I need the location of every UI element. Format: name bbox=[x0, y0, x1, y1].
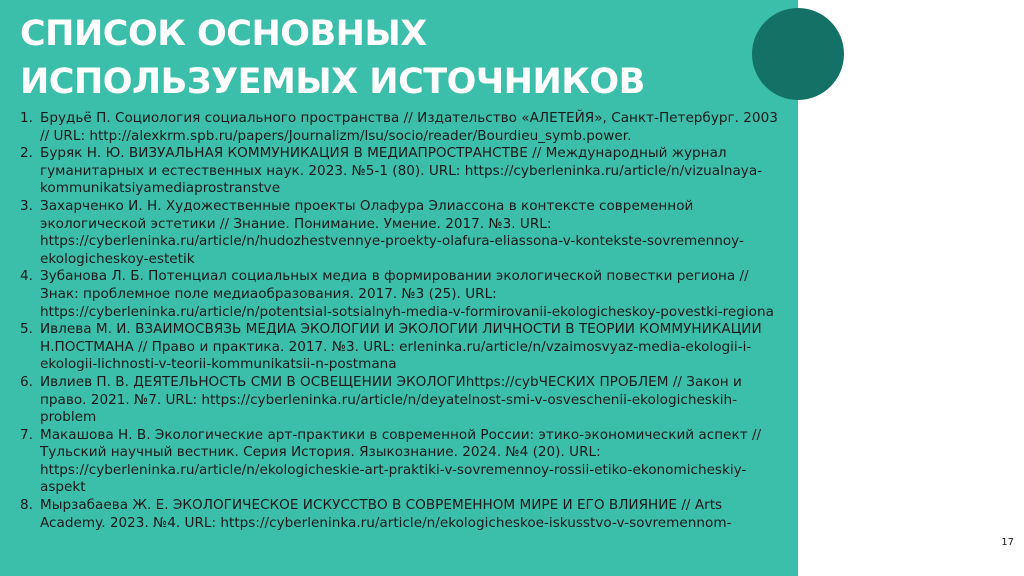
title-line-1: СПИСОК ОСНОВНЫХ bbox=[20, 14, 427, 54]
list-item-text: Ивлиев П. В. ДЕЯТЕЛЬНОСТЬ СМИ В ОСВЕЩЕНИИ ЭКОЛОГИhttps://cybЧЕСКИХ ПРОБЛЕМ // Закон и право. 2021. №7. URL: https://cyberleninka.ru/article/n/deyatelnost-smi-v-osveschenii-ekologicheskih-problem bbox=[40, 373, 742, 426]
sources-list bbox=[20, 110, 780, 532]
list-item-text: Ивлева М. И. ВЗАИМОСВЯЗЬ МЕДИА ЭКОЛОГИИ И ЭКОЛОГИИ ЛИЧНОСТИ В ТЕОРИИ КОММУНИКАЦИИ Н.ПОСТМАНА // Право и практика. 2017. №3. URL: erleninka.ru/article/n/vzaimosvyaz-media-ekologii-i-ekologii-lichnosti-v-teorii-kommunikatsii-n-postmana bbox=[40, 321, 762, 373]
list-item bbox=[20, 497, 780, 532]
list-item bbox=[20, 427, 780, 497]
list-item-number: 2. bbox=[20, 145, 33, 162]
page-number: 17 bbox=[1001, 537, 1014, 548]
list-item-number: 8. bbox=[20, 497, 33, 514]
list-item-text: Буряк Н. Ю. ВИЗУАЛЬНАЯ КОММУНИКАЦИЯ В МЕДИАПРОСТРАНСТВЕ // Международный журнал гуманитарных и естественных наук. 2023. №5-1 (80). URL: https://cyberleninka.ru/article/n/vizualnaya-kommunikatsiyamediaprostranstve bbox=[40, 145, 763, 197]
list-item-text: Брудьё П. Социология социального пространства // Издательство «АЛЕТЕЙЯ», Санкт-Петербург. 2003 // URL: http://alexkrm.spb.ru/papers/Journalizm/lsu/socio/reader/Bourdieu_symb.power. bbox=[40, 110, 778, 144]
list-item bbox=[20, 374, 780, 427]
decorative-circle bbox=[752, 8, 844, 100]
list-item bbox=[20, 110, 780, 145]
list-item-text: Захарченко И. Н. Художественные проекты Олафура Элиассона в контексте современной экологической эстетики // Знание. Понимание. Умение. 2017. №3. URL: https://cyberleninka.ru/article/n/hudozhestvennye-proekty-olafura-eliassona-v-kontekste-sovremennoy-ekologicheskoy-estetik bbox=[40, 197, 744, 267]
slide-title bbox=[20, 10, 645, 106]
list-item-number: 4. bbox=[20, 268, 33, 285]
list-item bbox=[20, 145, 780, 198]
list-item-text: Зубанова Л. Б. Потенциал социальных медиа в формировании экологической повестки региона // Знак: проблемное поле медиаобразования. 2017. №3 (25). URL: https://cyberleninka.ru/article/n/potentsial-sotsialnyh-media-v-formirovanii-ekologicheskoy-povestki-regiona bbox=[40, 268, 774, 320]
list-item-number: 3. bbox=[20, 197, 33, 214]
list-item-text: Макашова Н. В. Экологические арт-практики в современной России: этико-экономический аспект // Тульский научный вестник. Серия История. Языкознание. 2024. №4 (20). URL: https://cyberleninka.ru/article/n/ekologicheskie-art-praktiki-v-sovremennoy-rossii-etiko-ekonomicheskiy-aspekt bbox=[40, 426, 762, 496]
list-item-number: 7. bbox=[20, 426, 33, 443]
list-item-number: 6. bbox=[20, 373, 33, 390]
list-item-text: Мырзабаева Ж. Е. ЭКОЛОГИЧЕСКОЕ ИСКУССТВО В СОВРЕМЕННОМ МИРЕ И ЕГО ВЛИЯНИЕ // Arts Academy. 2023. №4. URL: https://cyberleninka.ru/article/n/ekologicheskoe-iskusstvo-v-sovremennom- bbox=[40, 497, 732, 531]
list-item bbox=[20, 268, 780, 321]
list-item bbox=[20, 321, 780, 374]
list-item-number: 5. bbox=[20, 321, 33, 338]
list-item bbox=[20, 198, 780, 268]
title-line-2: ИСПОЛЬЗУЕМЫХ ИСТОЧНИКОВ bbox=[20, 62, 645, 102]
list-item-number: 1. bbox=[20, 110, 33, 126]
